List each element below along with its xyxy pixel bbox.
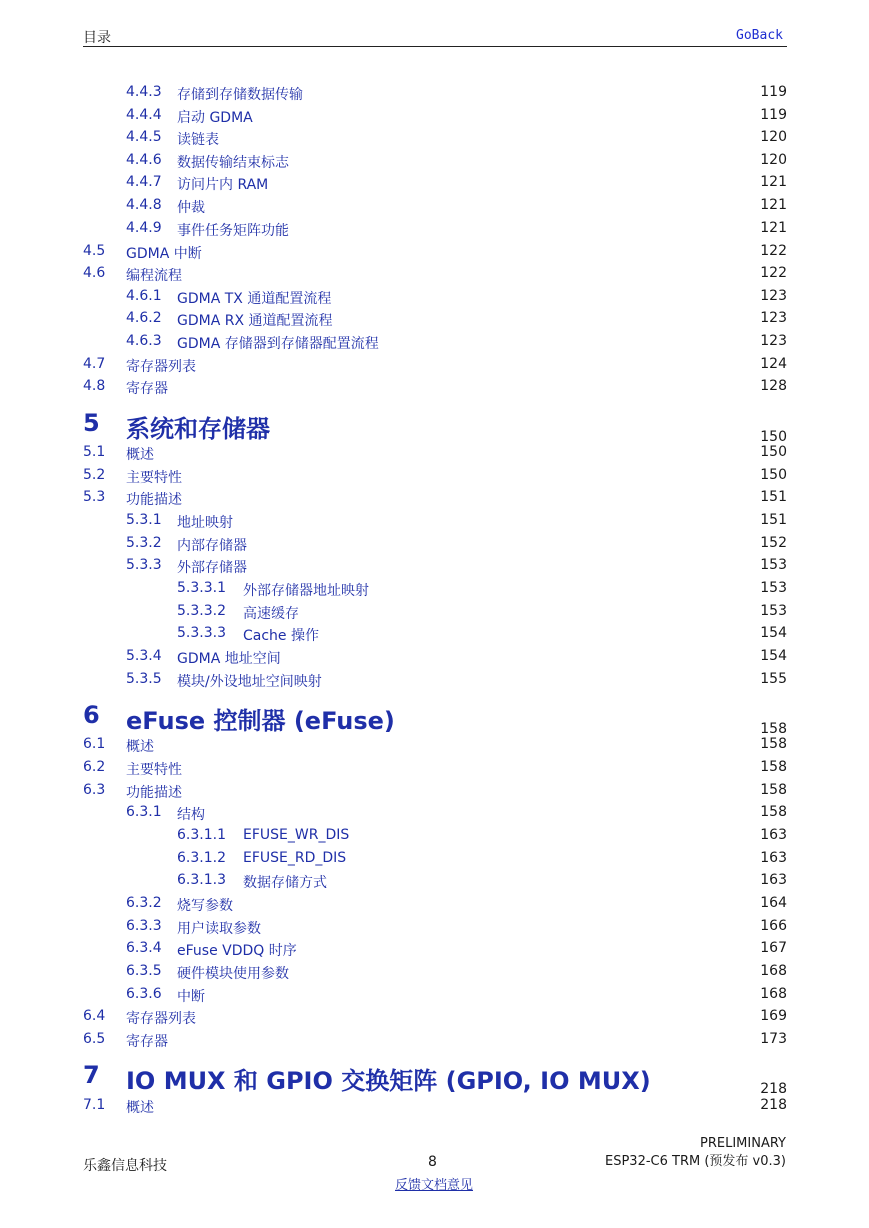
toc-entry-title: GDMA TX 通道配置流程 [177, 291, 332, 307]
toc-entry-number: 4.6 [83, 265, 106, 281]
toc-entry-number: 6.3.1.2 [177, 850, 226, 866]
toc-entry-page: 163 [760, 872, 787, 888]
toc-entry[interactable] [0, 1097, 869, 1119]
toc-entry-number: 5.3 [83, 489, 106, 505]
toc-entry-number: 5.3.3.3 [177, 625, 226, 641]
toc-entry[interactable] [0, 557, 869, 579]
toc-entry-title: 概述 [126, 739, 154, 755]
toc-entry-title: GDMA 存储器到存储器配置流程 [177, 336, 379, 352]
footer-page-number: 8 [428, 1154, 437, 1170]
toc-entry-number: 6.3.1.3 [177, 872, 226, 888]
toc-entry[interactable] [0, 310, 869, 332]
toc-entry-page: 121 [760, 174, 787, 190]
toc-entry[interactable] [0, 1031, 869, 1053]
page-header [83, 26, 787, 47]
toc-entry-number: 5.2 [83, 467, 106, 483]
toc-entry[interactable] [0, 827, 869, 849]
toc-entry[interactable] [0, 671, 869, 693]
toc-entry[interactable] [0, 220, 869, 242]
toc-entry-number: 4.4.3 [126, 84, 162, 100]
toc-entry-number: 4.4.7 [126, 174, 162, 190]
toc-entry-title: 数据传输结束标志 [177, 155, 289, 171]
toc-entry-page: 163 [760, 827, 787, 843]
toc-entry-title: 内部存储器 [177, 538, 247, 554]
goback-link[interactable]: GoBack [736, 28, 783, 43]
toc-entry-number: 5.1 [83, 444, 106, 460]
toc-entry[interactable] [0, 107, 869, 129]
toc-entry-title: 系统和存储器 [126, 415, 270, 443]
toc-entry-page: 154 [760, 648, 787, 664]
toc-entry-title: 仲裁 [177, 200, 205, 216]
header-title: 目录 [83, 30, 111, 46]
toc-entry[interactable] [0, 467, 869, 489]
toc-entry[interactable] [0, 963, 869, 985]
toc-entry-page: 122 [760, 265, 787, 281]
toc-entry-title: 外部存储器 [177, 560, 247, 576]
toc-entry[interactable] [0, 940, 869, 962]
toc-entry-number: 7 [83, 1061, 100, 1089]
footer-doc-title: ESP32-C6 TRM (预发布 v0.3) [605, 1154, 786, 1169]
toc-entry-number: 6.3.1.1 [177, 827, 226, 843]
toc-entry[interactable] [0, 804, 869, 826]
toc-entry-number: 6.3.1 [126, 804, 162, 820]
toc-entry-title: 概述 [126, 447, 154, 463]
toc-entry-number: 5.3.3.2 [177, 603, 226, 619]
toc-entry-title: 地址映射 [177, 515, 233, 531]
toc-entry-title: 用户读取参数 [177, 921, 261, 937]
toc-entry-page: 169 [760, 1008, 787, 1024]
toc-entry-number: 5.3.1 [126, 512, 162, 528]
toc-entry[interactable] [0, 333, 869, 355]
toc-entry-title: 寄存器列表 [126, 359, 196, 375]
toc-entry[interactable] [0, 265, 869, 287]
toc-entry-title: eFuse 控制器 (eFuse) [126, 707, 395, 735]
toc-entry-page: 158 [760, 759, 787, 775]
toc-entry-title: 中断 [177, 989, 205, 1005]
toc-entry-page: 123 [760, 333, 787, 349]
toc-entry[interactable] [0, 986, 869, 1008]
toc-entry-title: 寄存器 [126, 1034, 168, 1050]
toc-entry-page: 150 [760, 467, 787, 483]
toc-entry-page: 122 [760, 243, 787, 259]
footer-doc-info [605, 1135, 786, 1171]
toc-entry-title: 启动 GDMA [177, 110, 253, 126]
toc-entry[interactable] [0, 512, 869, 534]
toc-chapter-entry[interactable] [0, 1061, 869, 1097]
toc-entry-page: 155 [760, 671, 787, 687]
toc-entry-page: 158 [760, 804, 787, 820]
toc-entry-title: 结构 [177, 807, 205, 823]
toc-entry[interactable] [0, 152, 869, 174]
toc-entry-title: GDMA 中断 [126, 246, 202, 262]
toc-entry-number: 6.5 [83, 1031, 106, 1047]
toc-entry-number: 5.3.2 [126, 535, 162, 551]
toc-entry[interactable] [0, 603, 869, 625]
toc-entry-title: 主要特性 [126, 762, 182, 778]
toc-entry-title: EFUSE_RD_DIS [243, 850, 347, 866]
toc-entry-page: 154 [760, 625, 787, 641]
toc-entry-title: 读链表 [177, 132, 219, 148]
toc-entry-title: Cache 操作 [243, 628, 319, 644]
toc-entry-page: 218 [760, 1081, 787, 1097]
toc-entry-page: 120 [760, 129, 787, 145]
toc-entry-number: 6.3.4 [126, 940, 162, 956]
feedback-link[interactable]: 反馈文档意见 [395, 1178, 474, 1193]
toc-entry-number: 5.3.3.1 [177, 580, 226, 596]
toc-entry-page: 120 [760, 152, 787, 168]
toc-entry-page: 218 [760, 1097, 787, 1113]
toc-entry-number: 6 [83, 701, 100, 729]
toc-entry-title: EFUSE_WR_DIS [243, 827, 350, 843]
toc-entry-number: 6.3 [83, 782, 106, 798]
toc-entry-page: 128 [760, 378, 787, 394]
toc-entry-title: eFuse VDDQ 时序 [177, 943, 297, 959]
toc-entry-number: 6.3.2 [126, 895, 162, 911]
toc-entry-number: 4.6.1 [126, 288, 162, 304]
toc-entry-number: 4.5 [83, 243, 106, 259]
toc-entry-number: 4.4.4 [126, 107, 162, 123]
toc-entry[interactable] [0, 535, 869, 557]
toc-entry[interactable] [0, 918, 869, 940]
footer-status: PRELIMINARY [700, 1136, 786, 1151]
toc-entry-page: 153 [760, 557, 787, 573]
toc-entry-title: 主要特性 [126, 470, 182, 486]
toc-entry-page: 164 [760, 895, 787, 911]
toc-entry-title: 外部存储器地址映射 [243, 583, 369, 599]
toc-entry-title: 存储到存储数据传输 [177, 87, 303, 103]
toc-entry-number: 6.4 [83, 1008, 106, 1024]
toc-entry[interactable] [0, 580, 869, 602]
toc-entry-title: GDMA 地址空间 [177, 651, 281, 667]
toc-entry-title: 事件任务矩阵功能 [177, 223, 289, 239]
toc-entry-number: 5.3.4 [126, 648, 162, 664]
toc-entry[interactable] [0, 378, 869, 400]
toc-entry-title: 寄存器 [126, 381, 168, 397]
toc-entry[interactable] [0, 895, 869, 917]
toc-entry-page: 151 [760, 489, 787, 505]
toc-entry-number: 6.3.3 [126, 918, 162, 934]
toc-entry[interactable] [0, 197, 869, 219]
toc-entry-number: 5.3.3 [126, 557, 162, 573]
toc-entry[interactable] [0, 736, 869, 758]
toc-entry[interactable] [0, 759, 869, 781]
toc-entry-page: 119 [760, 84, 787, 100]
toc-entry-number: 4.7 [83, 356, 106, 372]
toc-entry-title: 高速缓存 [243, 606, 299, 622]
toc-entry-number: 5.3.5 [126, 671, 162, 687]
toc-entry-number: 4.4.8 [126, 197, 162, 213]
toc-entry-number: 4.4.6 [126, 152, 162, 168]
toc-entry[interactable] [0, 356, 869, 378]
toc-entry-title: GDMA RX 通道配置流程 [177, 313, 333, 329]
toc-entry-page: 153 [760, 603, 787, 619]
toc-entry-number: 5 [83, 409, 100, 437]
toc-entry[interactable] [0, 625, 869, 647]
toc-entry-number: 7.1 [83, 1097, 106, 1113]
toc-entry-page: 167 [760, 940, 787, 956]
toc-entry-title: 编程流程 [126, 268, 182, 284]
toc-entry-page: 168 [760, 963, 787, 979]
toc-entry-number: 4.6.3 [126, 333, 162, 349]
toc-entry-page: 150 [760, 429, 787, 445]
toc-entry-title: 烧写参数 [177, 898, 233, 914]
toc-chapter-entry[interactable] [0, 701, 869, 737]
toc-entry-page: 158 [760, 721, 787, 737]
toc-chapter-entry[interactable] [0, 409, 869, 445]
toc-entry[interactable] [0, 174, 869, 196]
toc-entry-number: 6.2 [83, 759, 106, 775]
toc-entry-title: 访问片内 RAM [177, 177, 269, 193]
toc-entry-page: 119 [760, 107, 787, 123]
toc-entry[interactable] [0, 243, 869, 265]
toc-entry-title: 概述 [126, 1100, 154, 1116]
toc-entry[interactable] [0, 1008, 869, 1030]
toc-entry-page: 173 [760, 1031, 787, 1047]
toc-entry-number: 6.3.5 [126, 963, 162, 979]
toc-entry[interactable] [0, 872, 869, 894]
toc-entry[interactable] [0, 84, 869, 106]
toc-entry[interactable] [0, 489, 869, 511]
toc-entry[interactable] [0, 648, 869, 670]
toc-entry-page: 150 [760, 444, 787, 460]
toc-entry-number: 6.1 [83, 736, 106, 752]
toc-entry-number: 4.4.5 [126, 129, 162, 145]
toc-entry-number: 4.4.9 [126, 220, 162, 236]
toc-entry-page: 152 [760, 535, 787, 551]
toc-entry[interactable] [0, 850, 869, 872]
toc-entry-number: 4.8 [83, 378, 106, 394]
toc-entry-page: 158 [760, 782, 787, 798]
toc-entry-title: IO MUX 和 GPIO 交换矩阵 (GPIO, IO MUX) [126, 1067, 651, 1095]
toc-entry-title: 数据存储方式 [243, 875, 327, 891]
toc-entry-page: 121 [760, 220, 787, 236]
toc-entry-title: 硬件模块使用参数 [177, 966, 289, 982]
footer-company: 乐鑫信息科技 [83, 1158, 167, 1174]
toc-entry-page: 166 [760, 918, 787, 934]
toc-entry-page: 123 [760, 288, 787, 304]
toc-entry-number: 4.6.2 [126, 310, 162, 326]
toc-entry-page: 124 [760, 356, 787, 372]
toc-entry[interactable] [0, 444, 869, 466]
toc-entry[interactable] [0, 129, 869, 151]
toc-entry-page: 168 [760, 986, 787, 1002]
toc-entry-title: 寄存器列表 [126, 1011, 196, 1027]
toc-entry-page: 121 [760, 197, 787, 213]
toc-entry-page: 153 [760, 580, 787, 596]
toc-entry[interactable] [0, 288, 869, 310]
toc-entry-title: 功能描述 [126, 785, 182, 801]
toc-entry-title: 功能描述 [126, 492, 182, 508]
toc-entry-page: 151 [760, 512, 787, 528]
toc-entry-page: 163 [760, 850, 787, 866]
toc-entry-page: 123 [760, 310, 787, 326]
toc-entry[interactable] [0, 782, 869, 804]
toc-entry-number: 6.3.6 [126, 986, 162, 1002]
toc-entry-page: 158 [760, 736, 787, 752]
toc-entry-title: 模块/外设地址空间映射 [177, 674, 322, 690]
